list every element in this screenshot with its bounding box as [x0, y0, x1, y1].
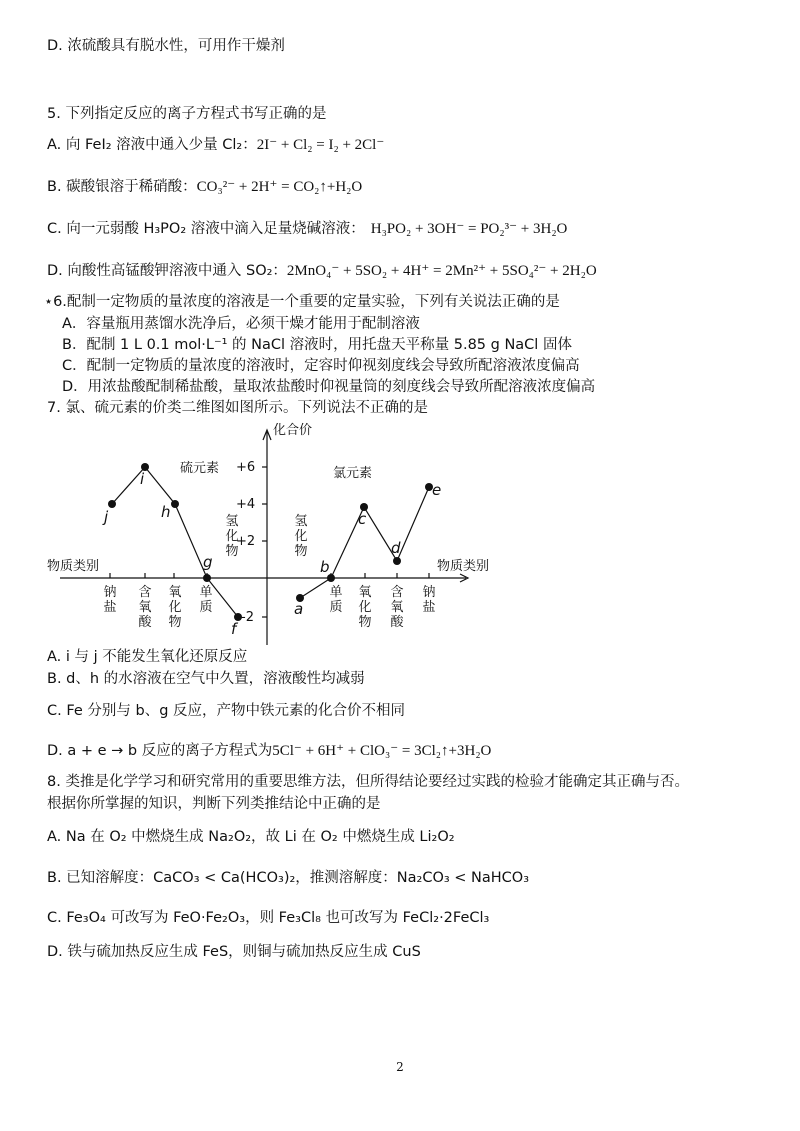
- q6-stem: ⋆6.配制一定物质的量浓度的溶液是一个重要的定量实验，下列有关说法正确的是: [44, 294, 560, 310]
- q5-option-b-equation: CO₃²⁻ + 2H⁺ = CO₂↑+H₂O: [196, 179, 363, 195]
- q6-option-d: D．用浓盐酸配制稀盐酸，量取浓盐酸时仰视量筒的刻度线会导致所配溶液浓度偏高: [62, 379, 596, 395]
- category-right-1: 氧化物: [358, 585, 372, 630]
- q8-stem-line1: 8. 类推是化学学习和研究常用的重要思维方法，但所得结论要经过实践的检验才能确定其正确与否。: [47, 774, 689, 790]
- point-g: [203, 574, 211, 582]
- q6-option-c: C．配制一定物质的量浓度的溶液时，定容时仰视刻度线会导致所配溶液浓度偏高: [62, 358, 580, 374]
- y-tick-neg2: -2: [241, 610, 254, 625]
- label-c: c: [358, 510, 367, 528]
- category-left-3: 单质: [199, 585, 213, 615]
- q5-stem: 5. 下列指定反应的离子方程式书写正确的是: [47, 106, 327, 122]
- category-right-0: 单质: [329, 585, 343, 615]
- q5-option-d: [47, 261, 597, 281]
- point-j: [108, 500, 116, 508]
- q8-option-d: D. 铁与硫加热反应生成 FeS，则铜与硫加热反应生成 CuS: [47, 944, 421, 960]
- page-number: 2: [396, 1060, 404, 1074]
- label-j: j: [104, 508, 109, 526]
- y-axis-label: 化合价: [273, 423, 313, 438]
- y-tick-2: +2: [236, 534, 256, 549]
- category-hydride-left: 氢化物: [225, 514, 239, 559]
- category-right-3: 钠盐: [422, 585, 436, 615]
- q5-option-c: [47, 219, 567, 239]
- q4-option-d: D. 浓硫酸具有脱水性，可用作干燥剂: [47, 38, 285, 54]
- label-f: f: [231, 620, 237, 638]
- valence-class-chart: [0, 420, 800, 650]
- q7-option-a: A. i 与 j 不能发生氧化还原反应: [47, 649, 248, 665]
- category-left-2: 氧化物: [168, 585, 182, 630]
- label-g: g: [203, 553, 213, 571]
- q5-option-d-equation: 2MnO₄⁻ + 5SO₂ + 4H⁺ = 2Mn²⁺ + 5SO₄²⁻ + 2H₂O: [286, 263, 597, 279]
- label-e: e: [432, 481, 442, 499]
- q5-option-c-equation: H₃PO₂ + 3OH⁻ = PO₂³⁻ + 3H₂O: [370, 221, 568, 237]
- category-left-0: 钠盐: [103, 585, 117, 615]
- q5-option-a: [47, 135, 384, 155]
- x-axis-label-right: 物质类别: [437, 559, 490, 574]
- q7-option-d-equation: 5Cl⁻ + 6H⁺ + ClO₃⁻ = 3Cl₂↑+3H₂O: [272, 743, 492, 759]
- q5-option-a-text: A. 向 FeI₂ 溶液中通入少量 Cl₂：: [47, 137, 257, 153]
- q7-option-d-text: D. a + e → b 反应的离子方程式为: [47, 743, 273, 759]
- point-h: [171, 500, 179, 508]
- category-right-2: 含氧酸: [390, 585, 404, 630]
- q7-option-d: [47, 741, 491, 761]
- q5-option-b-text: B. 碳酸银溶于稀硝酸：: [47, 179, 197, 195]
- category-left-1: 含氧酸: [138, 585, 152, 630]
- label-h: h: [161, 503, 171, 521]
- point-d: [393, 557, 401, 565]
- q6-option-a: A．容量瓶用蒸馏水洗净后，必须干燥才能用于配制溶液: [62, 316, 420, 332]
- q8-option-a: A. Na 在 O₂ 中燃烧生成 Na₂O₂，故 Li 在 O₂ 中燃烧生成 Li₂O₂: [47, 829, 455, 845]
- label-d: d: [391, 539, 401, 557]
- sulfur-label: 硫元素: [180, 461, 220, 476]
- q8-stem-line2: 根据你所掌握的知识，判断下列类推结论中正确的是: [47, 796, 381, 812]
- label-i: i: [140, 470, 145, 488]
- label-a: a: [294, 600, 304, 618]
- q5-option-a-equation: 2I⁻ + Cl₂ = I₂ + 2Cl⁻: [256, 137, 385, 153]
- x-axis-label-left: 物质类别: [47, 559, 100, 574]
- q7-stem: 7. 氯、硫元素的价类二维图如图所示。下列说法不正确的是: [47, 400, 428, 416]
- y-tick-4: +4: [236, 497, 256, 512]
- q5-option-c-text: C. 向一元弱酸 H₃PO₂ 溶液中滴入足量烧碱溶液：: [47, 221, 365, 237]
- q7-option-c: C. Fe 分别与 b、g 反应，产物中铁元素的化合价不相同: [47, 703, 406, 719]
- category-hydride-right: 氢化物: [294, 514, 308, 559]
- q6-option-b: B．配制 1 L 0.1 mol·L⁻¹ 的 NaCl 溶液时，用托盘天平称量 5.85 g NaCl 固体: [62, 337, 572, 353]
- label-b: b: [320, 558, 330, 576]
- q5-option-b: [47, 177, 362, 197]
- q8-option-c: C. Fe₃O₄ 可改写为 FeO·Fe₂O₃，则 Fe₃Cl₈ 也可改写为 FeCl₂·2FeCl₃: [47, 910, 490, 926]
- q8-option-b: B. 已知溶解度：CaCO₃ < Ca(HCO₃)₂，推测溶解度：Na₂CO₃ < NaHCO₃: [47, 870, 530, 886]
- q5-option-d-text: D. 向酸性高锰酸钾溶液中通入 SO₂：: [47, 263, 287, 279]
- chlorine-label: 氯元素: [333, 466, 373, 481]
- y-tick-6: +6: [236, 460, 256, 475]
- q7-option-b: B. d、h 的水溶液在空气中久置，溶液酸性均减弱: [47, 671, 365, 687]
